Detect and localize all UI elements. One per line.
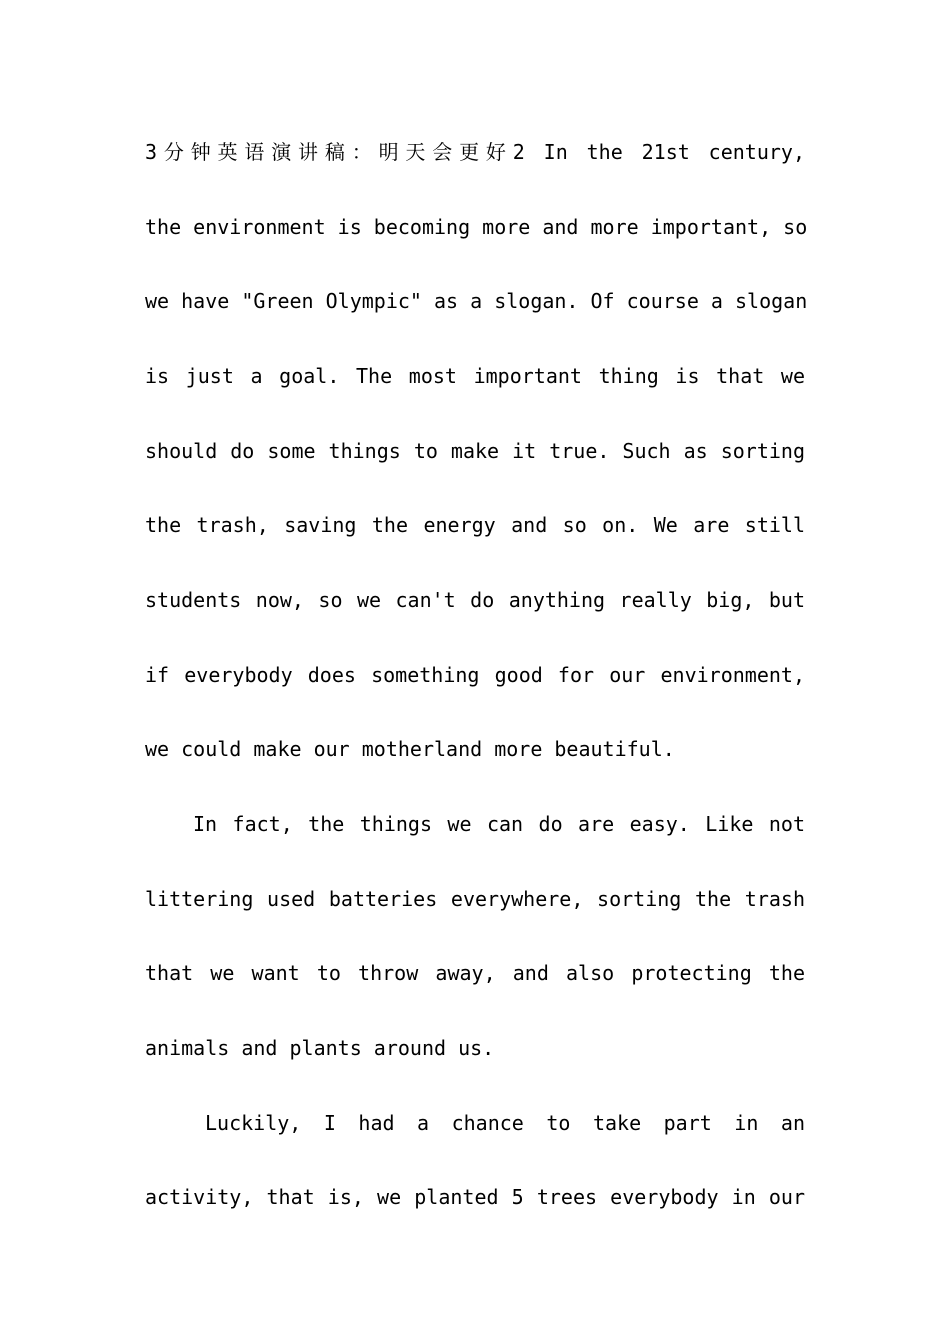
text-line-1: 3分钟英语演讲稿：明天会更好2 In the 21st century, xyxy=(145,140,805,164)
text-line-10: In fact, the things we can do are easy. Like not xyxy=(193,812,805,836)
text-line-11: littering used batteries everywhere, sorting the trash xyxy=(145,887,805,911)
text-line-14: Luckily, I had a chance to take part in an xyxy=(205,1111,805,1135)
text-line-6: the trash, saving the energy and so on. We are still xyxy=(145,513,805,537)
text-line-13: animals and plants around us. xyxy=(145,1036,495,1060)
text-line-3: we have "Green Olympic" as a slogan. Of course a slogan xyxy=(145,289,808,313)
text-line-5: should do some things to make it true. Such as sorting xyxy=(145,439,805,463)
text-line-9: we could make our motherland more beautiful. xyxy=(145,737,675,761)
text-line-8: if everybody does something good for our environment, xyxy=(145,663,805,687)
text-line-15: activity, that is, we planted 5 trees everybody in our xyxy=(145,1185,805,1209)
text-line-12: that we want to throw away, and also protecting the xyxy=(145,961,805,985)
text-line-4: is just a goal. The most important thing is that we xyxy=(145,364,805,388)
text-line-2: the environment is becoming more and more important, so xyxy=(145,215,808,239)
text-line-7: students now, so we can't do anything really big, but xyxy=(145,588,805,612)
